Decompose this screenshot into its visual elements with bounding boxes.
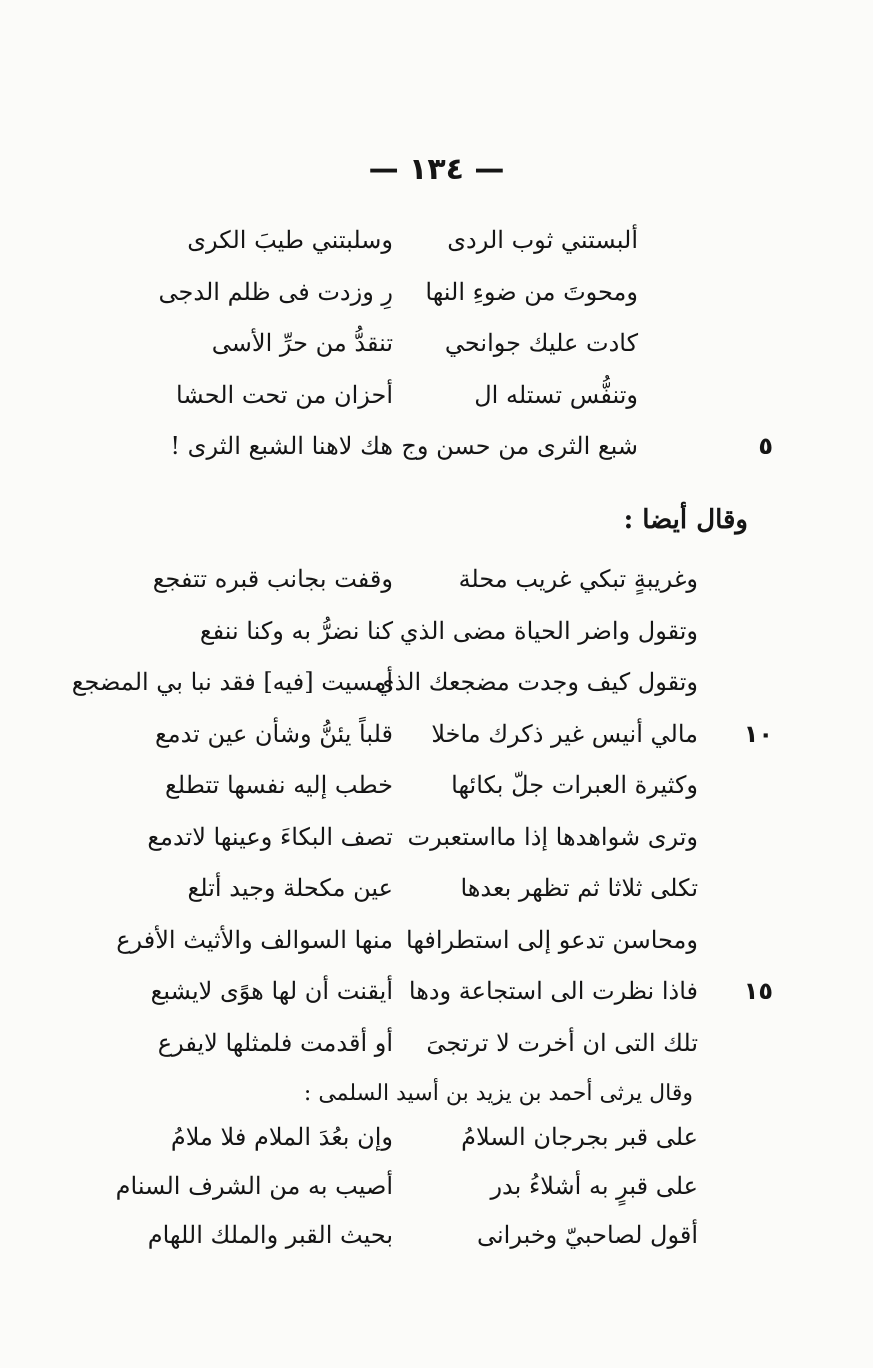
verse-line bbox=[0, 817, 873, 857]
second-hemistich: أو أقدمت فلمثلها لايفرع bbox=[157, 1028, 393, 1057]
verse-line bbox=[0, 971, 873, 1011]
second-hemistich: بحيث القبر والملك اللهام bbox=[147, 1221, 393, 1249]
first-hemistich: شبع الثرى من حسن وج bbox=[401, 432, 638, 460]
verse-line bbox=[0, 1215, 873, 1255]
second-hemistich: وإن بعُدَ الملام فلا ملامُ bbox=[170, 1123, 393, 1151]
verse-line bbox=[0, 765, 873, 805]
first-hemistich: وتقول كيف وجدت مضجعك الذي bbox=[375, 668, 698, 696]
verse-line bbox=[0, 375, 873, 415]
first-hemistich: وتنفُّس تستله ال bbox=[474, 380, 638, 409]
verse-line bbox=[0, 323, 873, 363]
verse-number: ١٥ bbox=[743, 977, 773, 1005]
verse-line bbox=[0, 559, 873, 599]
second-hemistich: تنقدُّ من حرِّ الأسى bbox=[211, 329, 393, 357]
verse-line bbox=[0, 220, 873, 260]
verse-line bbox=[0, 1117, 873, 1157]
second-hemistich: منها السوالف والأثيث الأفرع bbox=[116, 925, 393, 954]
first-hemistich: وغريبةٍ تبكي غريب محلة bbox=[458, 565, 698, 593]
second-hemistich: وقفت بجانب قبره تتفجع bbox=[152, 565, 393, 593]
verse-line bbox=[0, 868, 873, 908]
first-hemistich: ألبستني ثوب الردى bbox=[447, 226, 638, 254]
first-hemistich: على قبر بجرجان السلامُ bbox=[461, 1123, 698, 1151]
second-hemistich: رِ وزدت فى ظلم الدجى bbox=[158, 277, 393, 306]
verse-line bbox=[0, 1023, 873, 1063]
verse-number: ٥ bbox=[758, 432, 773, 460]
verse-line bbox=[0, 611, 873, 651]
second-hemistich: تصف البكاءَ وعينها لاتدمع bbox=[147, 822, 393, 851]
second-hemistich: أصيب به من الشرف السنام bbox=[115, 1172, 393, 1200]
second-hemistich: أحزان من تحت الحشا bbox=[176, 380, 393, 409]
verse-number: ١٠ bbox=[743, 719, 773, 748]
verse-line bbox=[0, 920, 873, 960]
first-hemistich: وتقول واضر الحياة مضى الذي bbox=[399, 616, 698, 645]
first-hemistich: فاذا نظرت الى استجاعة ودها bbox=[408, 977, 698, 1005]
first-hemistich: تكلى ثلاثا ثم تظهر بعدها bbox=[460, 874, 698, 902]
second-hemistich: قلباً يئنُّ وشأن عين تدمع bbox=[154, 719, 393, 748]
verse-line bbox=[0, 426, 873, 466]
section-heading-1: وقال أيضا : bbox=[623, 505, 748, 535]
second-hemistich: أيقنت أن لها هوًى لايشبع bbox=[150, 977, 393, 1005]
first-hemistich: ومحوتَ من ضوءِ النها bbox=[425, 277, 638, 306]
first-hemistich: ومحاسن تدعو إلى استطرافها bbox=[406, 925, 698, 954]
second-hemistich: أمسيت [فيه] فقد نبا بي المضجع bbox=[71, 668, 393, 696]
verse-line bbox=[0, 714, 873, 754]
first-hemistich: أقول لصاحبيّ وخبرانى bbox=[476, 1221, 698, 1249]
second-hemistich: وسلبتني طيبَ الكرى bbox=[187, 226, 393, 254]
first-hemistich: على قبرٍ به أشلاءُ بدر bbox=[490, 1172, 698, 1200]
second-hemistich: خطب إليه نفسها تتطلع bbox=[165, 771, 393, 799]
second-hemistich: كنا نضرُّ به وكنا ننفع bbox=[199, 616, 393, 645]
verse-line bbox=[0, 662, 873, 702]
second-hemistich: عين مكحلة وجيد أتلع bbox=[187, 874, 393, 902]
first-hemistich: وكثيرة العبرات جلّ بكائها bbox=[451, 771, 698, 799]
verse-line bbox=[0, 272, 873, 312]
first-hemistich: وترى شواهدها إذا مااستعبرت bbox=[407, 822, 698, 851]
section-heading-2: وقال يرثى أحمد بن يزيد بن أسيد السلمى : bbox=[303, 1081, 693, 1106]
first-hemistich: تلك التى ان أخرت لا ترتجىَ bbox=[426, 1028, 698, 1057]
verse-line bbox=[0, 1166, 873, 1206]
first-hemistich: مالي أنيس غير ذكرك ماخلا bbox=[431, 719, 698, 748]
first-hemistich: كادت عليك جوانحي bbox=[444, 329, 638, 357]
second-hemistich: هك لاهنا الشبع الثرى ! bbox=[170, 432, 393, 460]
page-number: — ١٣٤ — bbox=[368, 152, 505, 187]
